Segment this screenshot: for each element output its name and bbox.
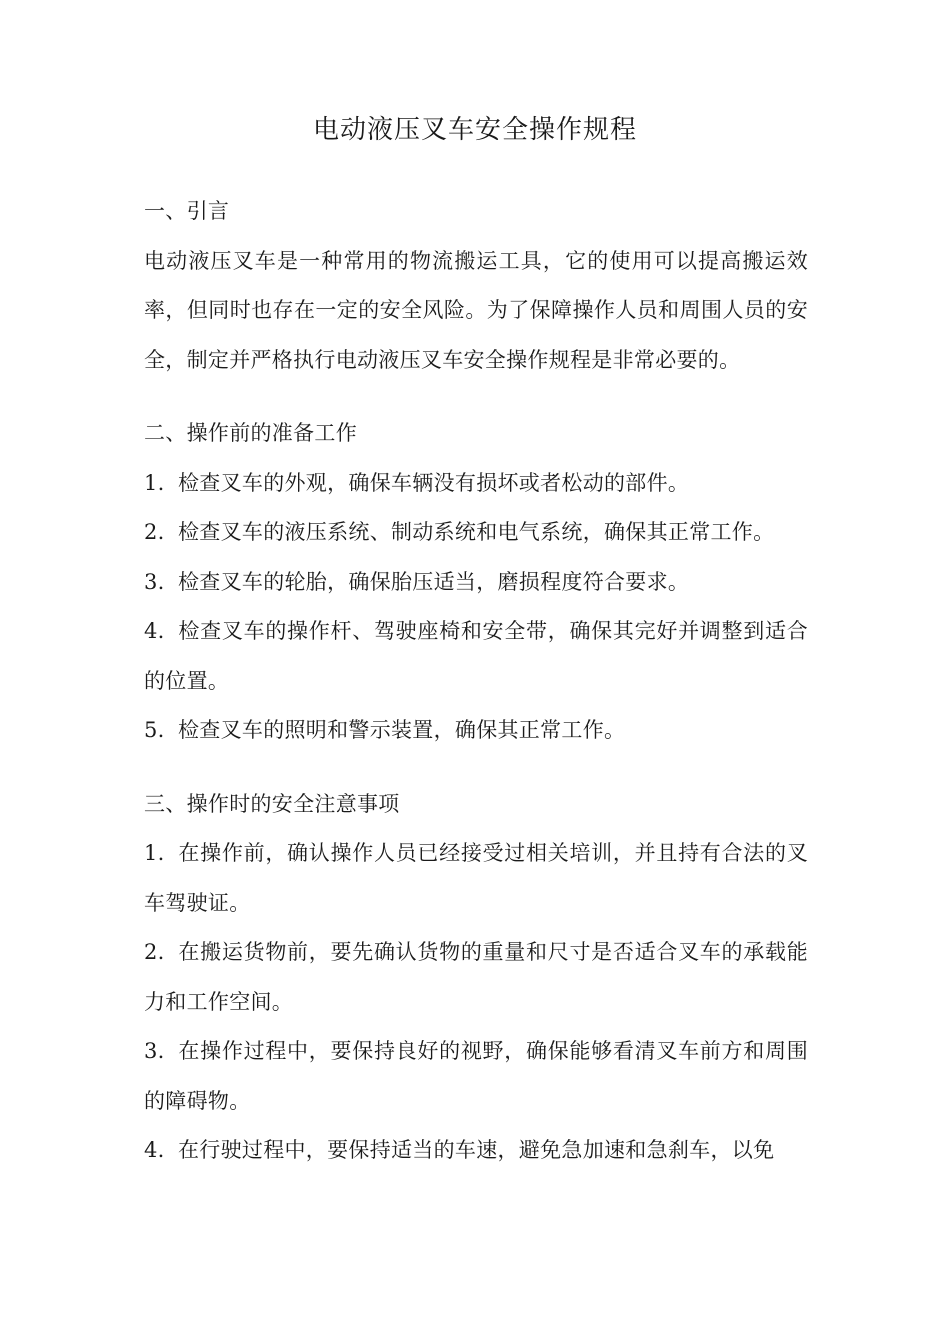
list-item-number: 2. [144,520,165,544]
list-item-text: 检查叉车的轮胎，确保胎压适当，磨损程度符合要求。 [178,569,690,594]
list-item-text: 检查叉车的外观，确保车辆没有损坏或者松动的部件。 [178,470,690,495]
list-item-number: 5. [144,718,165,742]
list-item-number: 3. [144,569,165,594]
section-spacer [144,385,808,409]
list-item [144,607,808,706]
list-item-text: 检查叉车的照明和警示装置，确保其正常工作。 [178,718,626,742]
section-introduction [144,187,808,385]
section-heading: 一、引言 [144,199,230,223]
list-item-number: 4. [144,1138,165,1162]
list-item-number: 2. [144,940,165,964]
list-item [144,558,808,608]
section-preparation [144,409,808,756]
list-item [144,706,808,756]
list-item-text: 在操作过程中，要保持良好的视野，确保能够看清叉车前方和周围的障碍物。 [144,1039,808,1113]
section-spacer [144,756,808,780]
list-item [144,928,808,1027]
section-heading: 二、操作前的准备工作 [144,421,357,445]
page-title: 电动液压叉车安全操作规程 [312,115,637,145]
list-item-number: 1. [144,841,165,865]
list-item-text: 在搬运货物前，要先确认货物的重量和尺寸是否适合叉车的承载能力和工作空间。 [144,940,808,1014]
list-item-number: 3. [144,1039,165,1063]
list-item-text: 在行驶过程中，要保持适当的车速，避免急加速和急刹车，以免 [178,1138,775,1162]
list-item-text: 在操作前，确认操作人员已经接受过相关培训，并且持有合法的叉车驾驶证。 [144,841,808,915]
list-item-text: 检查叉车的操作杆、驾驶座椅和安全带，确保其完好并调整到适合的位置。 [144,619,808,693]
section-paragraph: 电动液压叉车是一种常用的物流搬运工具，它的使用可以提高搬运效率，但同时也存在一定的安全风险。为了保障操作人员和周围人员的安全，制定并严格执行电动液压叉车安全操作规程是非常必要的。 [144,248,808,372]
list-item-number: 4. [144,619,165,643]
section-heading: 三、操作时的安全注意事项 [144,791,400,816]
list-item [144,459,808,509]
list-item [144,829,808,928]
section-safety-notes [144,780,808,1176]
document-body [144,187,808,1176]
list-item [144,508,808,558]
list-item [144,1027,808,1126]
list-item-text: 检查叉车的液压系统、制动系统和电气系统，确保其正常工作。 [178,520,775,544]
list-item-number: 1. [144,470,165,495]
list-item [144,1126,808,1176]
